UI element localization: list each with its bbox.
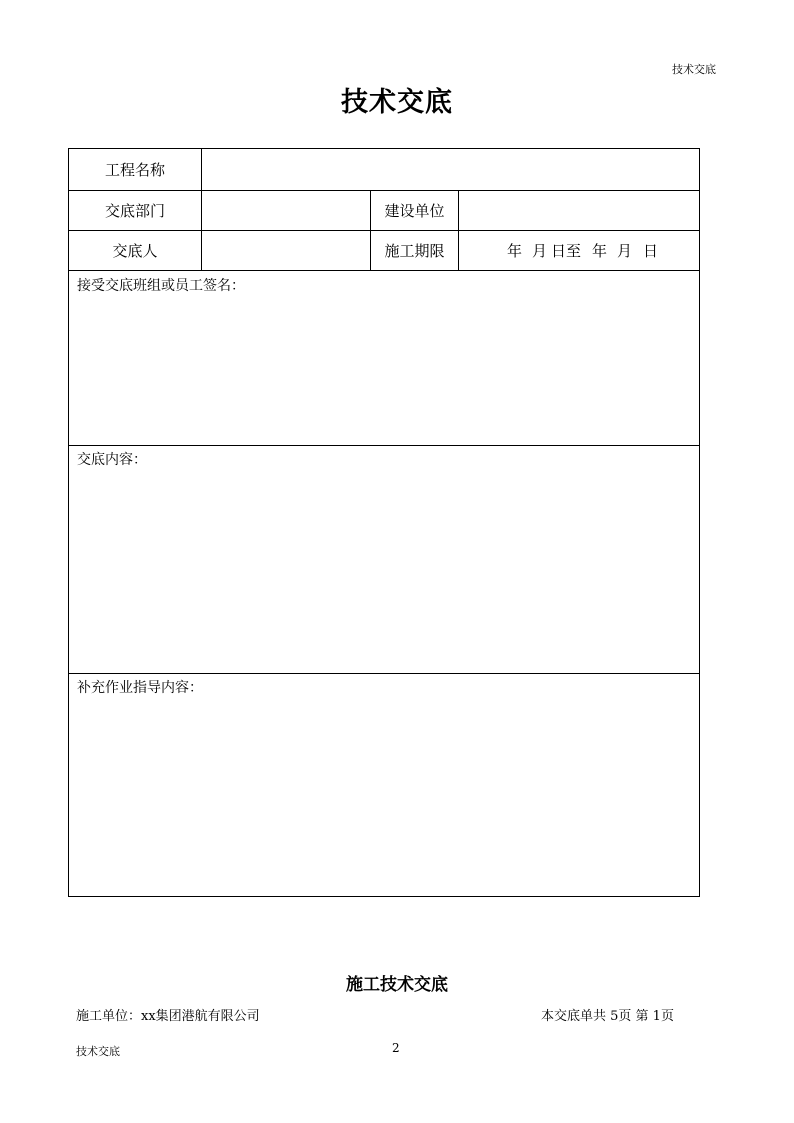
row-divider bbox=[69, 673, 699, 674]
project-name-field[interactable] bbox=[202, 149, 699, 190]
period-label: 施工期限 bbox=[384, 241, 445, 260]
period-day-end: 日 bbox=[643, 241, 659, 260]
period-field[interactable] bbox=[459, 230, 699, 270]
signatures-area[interactable] bbox=[69, 294, 699, 444]
project-name-label: 工程名称 bbox=[104, 161, 165, 179]
period-month-start: 月 bbox=[532, 241, 548, 260]
signatures-label: 接受交底班组或员工签名： bbox=[77, 278, 245, 294]
department-label: 交底部门 bbox=[104, 201, 165, 220]
presenter-field[interactable] bbox=[202, 230, 370, 270]
period-year-start: 年 bbox=[507, 241, 523, 260]
disclosure-form bbox=[68, 148, 700, 897]
page-number: 2 bbox=[392, 1041, 400, 1055]
content-area[interactable] bbox=[69, 469, 699, 672]
department-field[interactable] bbox=[202, 190, 370, 230]
running-header: 技术交底 bbox=[672, 63, 716, 76]
construction-unit-label: 建设单位 bbox=[384, 201, 445, 220]
row-divider bbox=[69, 445, 699, 446]
page-info: 本交底单共 5页 第 1页 bbox=[541, 1009, 674, 1024]
content-label: 交底内容： bbox=[77, 452, 147, 468]
presenter-label: 交底人 bbox=[112, 241, 158, 260]
period-year-end: 年 bbox=[592, 241, 608, 260]
row-divider bbox=[69, 270, 699, 271]
document-title: 技术交底 bbox=[341, 87, 453, 118]
running-footer: 技术交底 bbox=[76, 1045, 120, 1058]
period-day-to: 日至 bbox=[551, 241, 582, 260]
period-month-end: 月 bbox=[617, 241, 633, 260]
company-line: 施工单位：xx集团港航有限公司 bbox=[76, 1009, 260, 1024]
construction-unit-field[interactable] bbox=[459, 190, 699, 230]
section-subtitle: 施工技术交底 bbox=[346, 975, 448, 995]
supplement-area[interactable] bbox=[69, 697, 699, 895]
supplement-label: 补充作业指导内容： bbox=[77, 680, 203, 696]
